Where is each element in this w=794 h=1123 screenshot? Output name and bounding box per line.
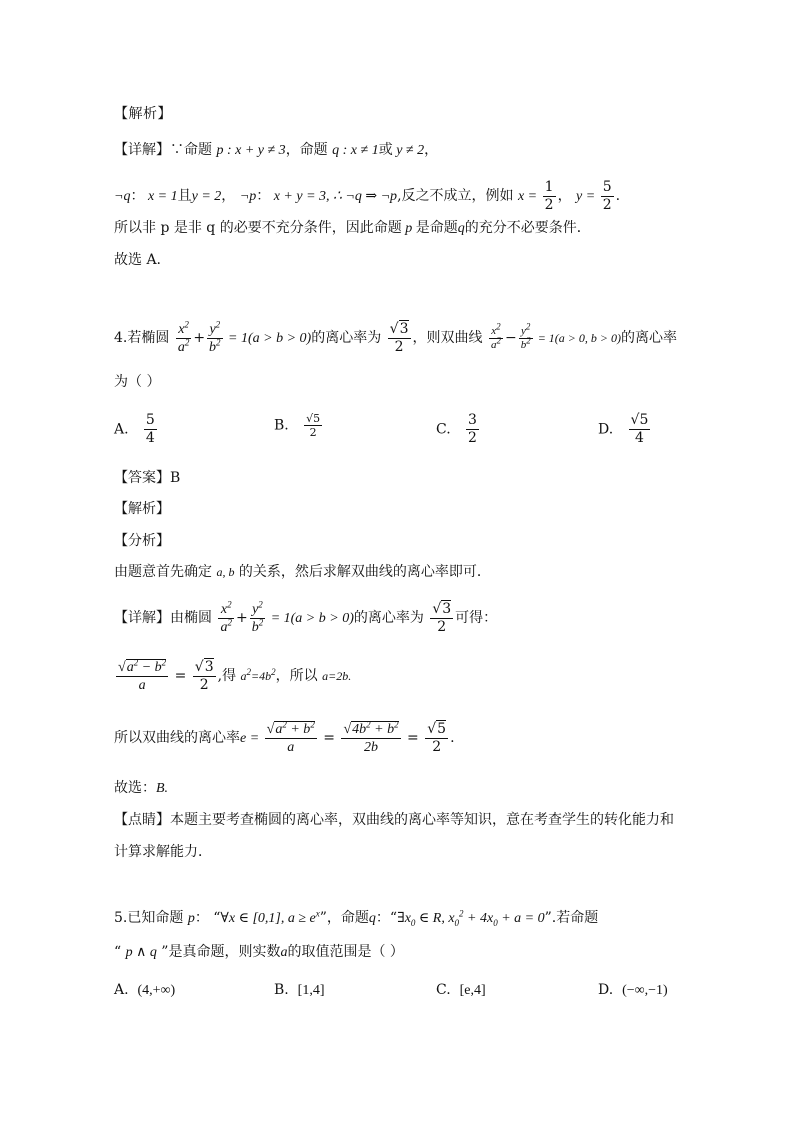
q5-option-d[interactable]: D. (−∞,−1) — [598, 982, 668, 998]
q4-stem-line-1: 4.若椭圆 $\frac{x^2}{a^2}$ + $\frac{y^2}{b^2}$ = 1(a > b > 0)的离心率为 $\frac{√3}{2}$ ，则双曲线 $\frac{x^2}{a^2}$ − $\frac{y^2}{b^2}$ = 1(a > 0, b > 0)的离心率 — [114, 318, 677, 355]
proposition-p: p : x + y ≠ 3 — [216, 143, 286, 158]
q5-option-a[interactable]: A. (4,+∞) — [114, 982, 176, 998]
q3-conclusion: 故选 A. — [114, 252, 162, 268]
q4-dianjing-line-1: 【点睛】本题主要考查椭圆的离心率，双曲线的离心率等知识，意在考查学生的转化能力和 — [114, 812, 674, 828]
q4-analysis-heading: 【解析】 — [114, 501, 170, 517]
q3-detail-line-2: ¬q： x = 1且y = 2， ¬p： x + y = 3, ∴ ¬q ⇒ ¬p,反之不成立，例如 x = $\frac{1}{2}$ ， y = $\frac{5}{2}$ . — [114, 178, 621, 213]
q4-option-b[interactable]: B. $\frac{√5}{2}$ — [274, 412, 321, 439]
q5-stem-line-1: 5.已知命题 p： “∀x ∈ [0,1], $a \ge e^x$”，命题q：“$\exists x_0$ ∈ R, $x_0^2 + 4x_0 + a = 0$”.若命题 — [114, 908, 599, 928]
q3-detail-line-1: 【详解】∵命题 p : x + y ≠ 3，命题 q : x ≠ 1或 y ≠ 2， — [114, 142, 439, 158]
q4-detail-line-2: $\frac{√a^2 - b^2}{a}$ = $\frac{√3}{2}$ ,得 $a^2=4b^2$，所以 a=2b. — [118, 656, 352, 693]
q3-detail-line-3: 所以非 p 是非 q 的必要不充分条件，因此命题 p 是命题q的充分不必要条件． — [114, 220, 591, 236]
q4-fenxi-heading: 【分析】 — [114, 533, 170, 549]
detail-tag: 【详解】 — [114, 142, 170, 158]
proposition-q: q : x ≠ 1 — [332, 143, 379, 158]
q4-option-a[interactable]: A. $\frac{5}{4}$ — [114, 412, 155, 446]
q4-dianjing-line-2: 计算求解能力． — [114, 844, 212, 860]
q4-conclusion: 故选：B. — [114, 780, 169, 796]
q5-option-c[interactable]: C. [e,4] — [436, 982, 486, 998]
q4-option-c[interactable]: C. $\frac{3}{2}$ — [436, 412, 477, 446]
q4-detail-line-3: 所以双曲线的离心率e = $\frac{√a^2 + b^2}{a}$ = $\frac{√4b^2 + b^2}{2b}$ = $\frac{√5}{2}$ . — [114, 718, 455, 755]
q4-stem-line-2: 为（ ） — [114, 374, 161, 390]
q4-option-d[interactable]: D. $\frac{√5}{4}$ — [598, 412, 649, 446]
q4-answer: 【答案】B — [114, 470, 181, 486]
analysis-heading: 【解析】 — [114, 106, 172, 122]
q5-stem-line-2: “ p ∧ q ”是真命题，则实数a的取值范围是（ ） — [114, 944, 404, 960]
q4-fenxi-text: 由题意首先确定 a, b 的关系，然后求解双曲线的离心率即可． — [114, 564, 491, 580]
q5-option-b[interactable]: B. [1,4] — [274, 982, 325, 998]
q4-detail-line-1: 【详解】由椭圆 $\frac{x^2}{a^2}$ + $\frac{y^2}{b^2}$ = 1(a > b > 0)的离心率为 $\frac{√3}{2}$ 可得： — [114, 598, 498, 635]
